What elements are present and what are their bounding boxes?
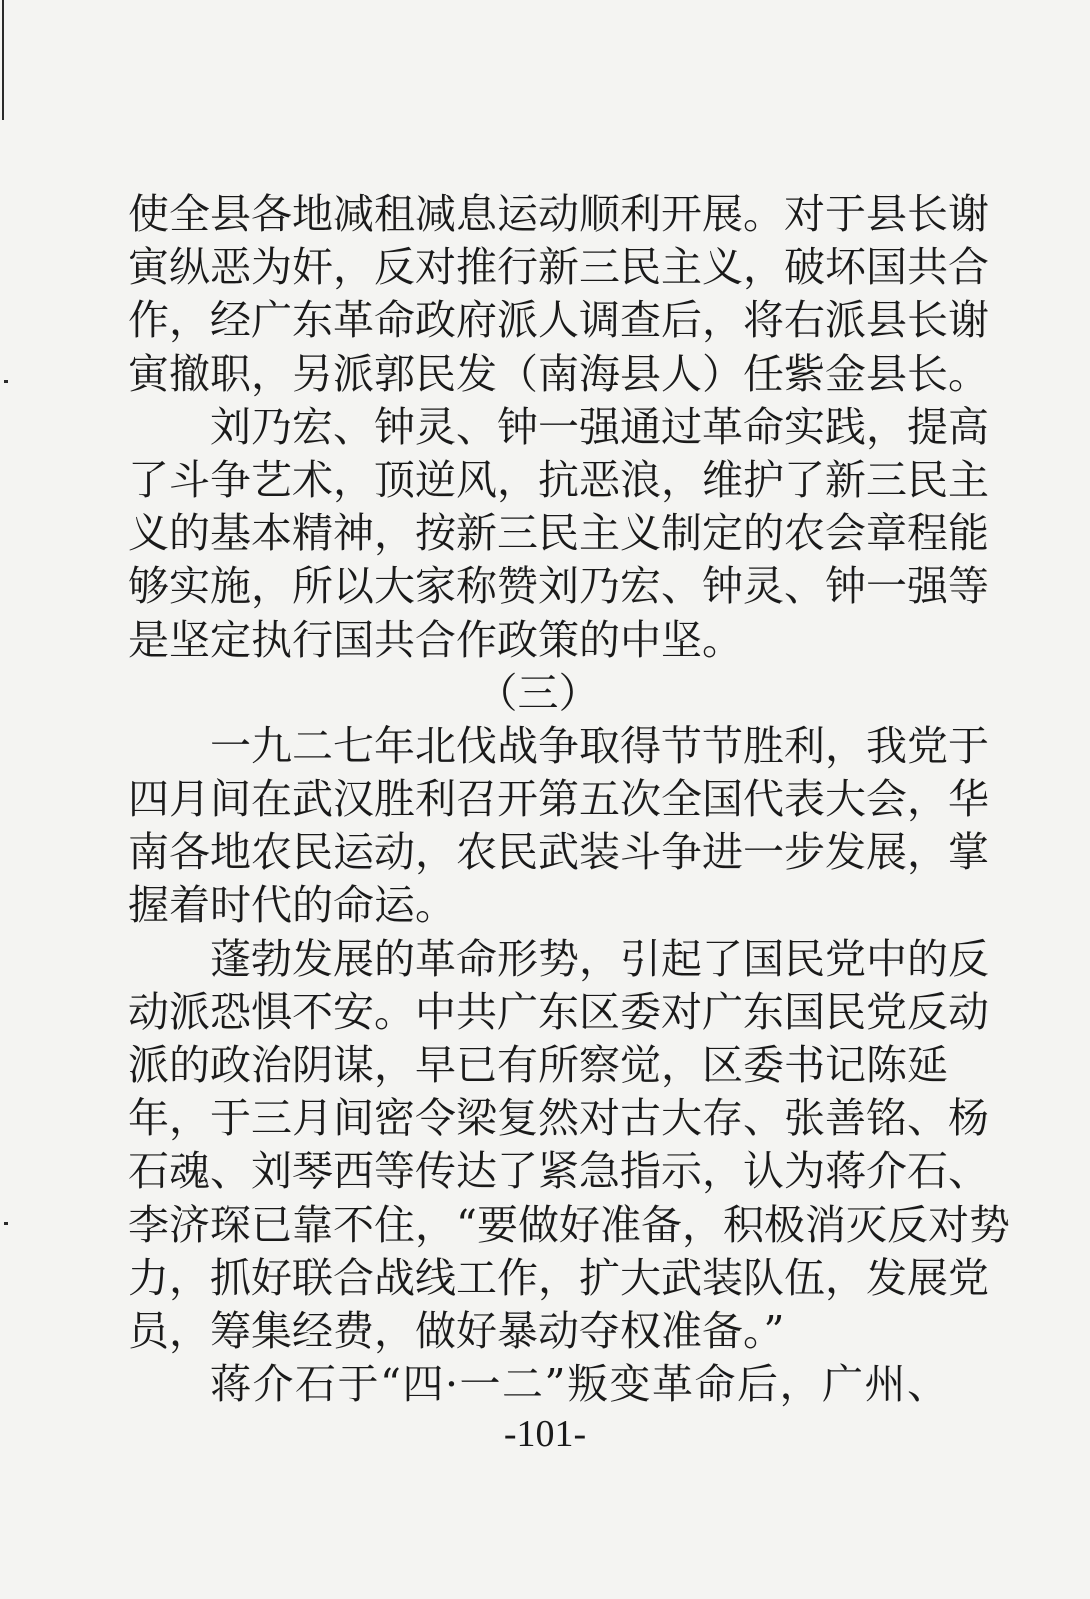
text-line: 蓬勃发展的革命形势，引起了国民党中的反 bbox=[210, 934, 989, 983]
text-line: 蒋介石于“四·一二”叛变革命后，广州、 bbox=[210, 1360, 948, 1409]
text-line: 寅纵恶为奸，反对推行新三民主义，破坏国共合 bbox=[128, 243, 989, 292]
body-text bbox=[128, 188, 1010, 1411]
text-line: 够实施，所以大家称赞刘乃宏、钟灵、钟一强等 bbox=[128, 562, 989, 611]
text-line: 四月间在武汉胜利召开第五次全国代表大会，华 bbox=[128, 775, 989, 824]
scan-edge-mark bbox=[4, 380, 8, 383]
text-line: 一九二七年北伐战争取得节节胜利，我党于 bbox=[210, 721, 989, 770]
text-line: 动派恐惧不安。中共广东区委对广东国民党反动 bbox=[128, 987, 989, 1036]
text-line: 力，抓好联合战线工作，扩大武装队伍，发展党 bbox=[128, 1253, 989, 1302]
text-line: 刘乃宏、钟灵、钟一强通过革命实践，提高 bbox=[210, 402, 989, 451]
text-line: 义的基本精神，按新三民主义制定的农会章程能 bbox=[128, 509, 989, 558]
text-line: 作，经广东革命政府派人调查后，将右派县长谢 bbox=[128, 296, 989, 345]
text-line: 石魂、刘琴西等传达了紧急指示，认为蒋介石、 bbox=[128, 1147, 989, 1196]
text-line: 年，于三月间密令梁复然对古大存、张善铭、杨 bbox=[128, 1094, 989, 1143]
page-number: -101- bbox=[503, 1413, 587, 1455]
scan-edge-mark bbox=[4, 1222, 8, 1225]
section-heading: （三） bbox=[476, 668, 600, 717]
text-line: 是坚定执行国共合作政策的中坚。 bbox=[128, 615, 743, 664]
text-line: 派的政治阴谋，早已有所察觉，区委书记陈延 bbox=[128, 1041, 948, 1089]
text-line: 李济琛已靠不住，“要做好准备，积极消灭反对势 bbox=[128, 1200, 1010, 1249]
text-line: 寅撤职，另派郭民发（南海县人）任紫金县长。 bbox=[128, 349, 989, 398]
text-line: 握着时代的命运。 bbox=[128, 881, 456, 930]
text-line: 了斗争艺术，顶逆风，抗恶浪，维护了新三民主 bbox=[128, 455, 989, 504]
scan-edge-mark bbox=[2, 0, 4, 120]
text-line: 员，筹集经费，做好暴动夺权准备。” bbox=[128, 1306, 785, 1355]
text-line: 使全县各地减租减息运动顺利开展。对于县长谢 bbox=[128, 190, 989, 238]
text-line: 南各地农民运动，农民武装斗争进一步发展，掌 bbox=[128, 828, 989, 877]
